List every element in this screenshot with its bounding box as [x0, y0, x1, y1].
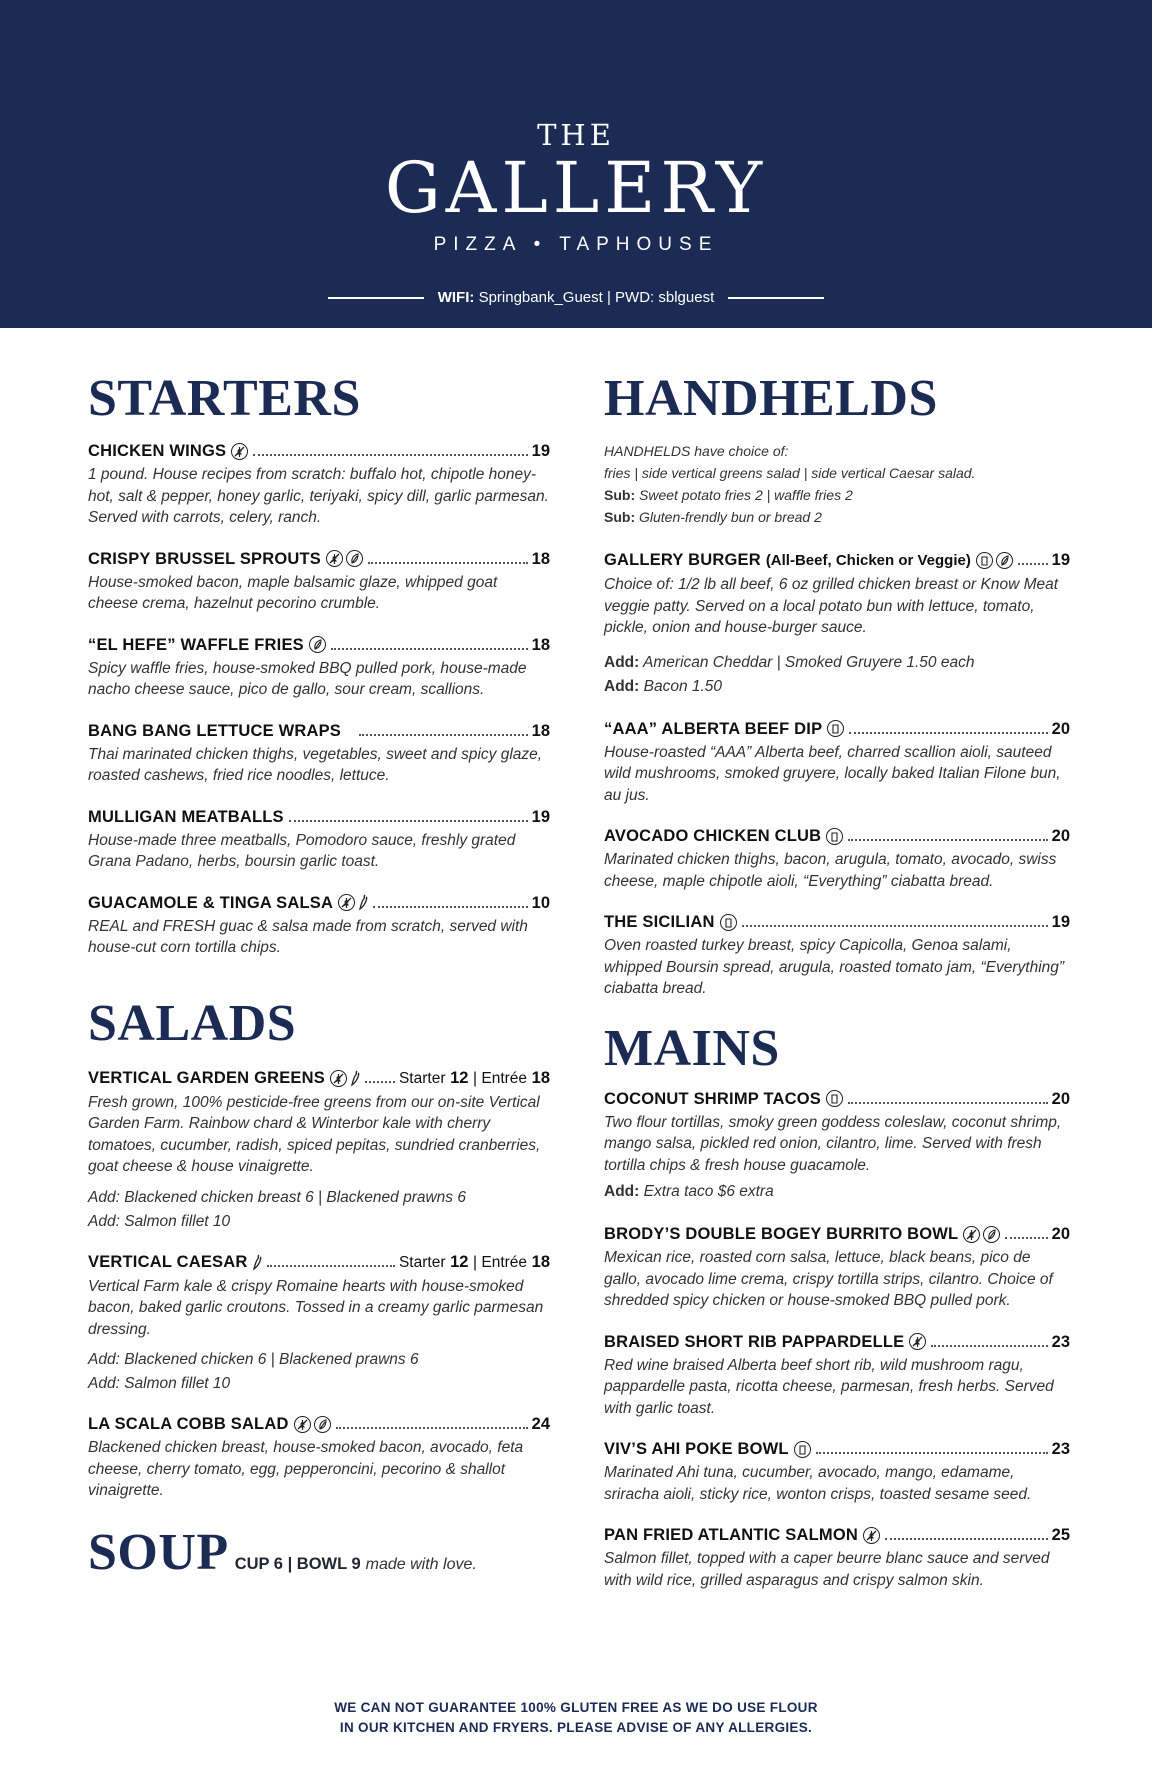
- item-subname: (All-Beef, Chicken or Veggie): [765, 552, 971, 569]
- vegetarian-icon: [309, 636, 326, 653]
- entree-price: 18: [531, 1068, 550, 1087]
- handhelds-title: HANDHELDS: [604, 370, 938, 427]
- menu-item: [604, 1088, 1070, 1205]
- item-name: “AAA” ALBERTA BEEF DIP: [604, 719, 823, 738]
- disclaimer-line-1: WE CAN NOT GUARANTEE 100% GLUTEN FREE AS WE DO USE FLOUR: [334, 1700, 818, 1715]
- soup-sizes: CUP 6 | BOWL 9: [234, 1554, 361, 1573]
- item-name: GUACAMOLE & TINGA SALSA: [88, 893, 334, 912]
- item-name: BANG BANG LETTUCE WRAPS: [88, 721, 342, 740]
- item-name: MULLIGAN MEATBALLS: [88, 807, 284, 826]
- item-description: Marinated Ahi tuna, cucumber, avocado, mango, edamame, sriracha aioli, sticky rice, wonton crisps, toasted sesame seed.: [604, 1464, 1032, 1503]
- handhelds-note: [604, 440, 1070, 528]
- dairy-free-icon: [976, 552, 993, 569]
- right-column: [604, 368, 1070, 1591]
- soup-title: SOUP: [88, 1523, 229, 1581]
- menu-header: [0, 0, 1152, 328]
- dairy-free-icon: [826, 1090, 843, 1107]
- item-name: LA SCALA COBB SALAD: [88, 1415, 289, 1433]
- item-price: 23: [1051, 1332, 1070, 1351]
- item-description: Thai marinated chicken thighs, vegetables, sweet and spicy glaze, roasted cashews, fried rice noodles, lettuce.: [88, 745, 543, 784]
- spicy-pepper-icon: [252, 1254, 262, 1271]
- item-price: 20: [1051, 719, 1070, 738]
- wifi-info: [0, 289, 1152, 306]
- addon-line: Add: Blackened chicken 6 | Blackened prawns 6: [88, 1351, 419, 1368]
- menu-item: [604, 1438, 1070, 1505]
- item-price: 18: [531, 635, 550, 654]
- spicy-pepper-icon: [350, 1070, 360, 1087]
- entree-label: | Entrée: [473, 1069, 528, 1087]
- dairy-free-icon: [794, 1441, 811, 1458]
- spicy-pepper-icon: [358, 894, 368, 911]
- vegetarian-icon: [996, 552, 1013, 569]
- item-description: Choice of: 1/2 lb all beef, 6 oz grilled chicken breast or Know Meat veggie patty. Served on a local potato bun with lettuce, tomato, pickle, onion and house-burger sauce.: [604, 576, 1059, 636]
- item-description: 1 pound. House recipes from scratch: buffalo hot, chipotle honey-hot, salt & pepper, honey garlic, teriyaki, spicy dill, garlic parmesan. Served with carrots, celery, ranch.: [88, 466, 549, 526]
- wifi-value: Springbank_Guest | PWD: sblguest: [478, 289, 715, 306]
- mains-title: MAINS: [604, 1019, 780, 1077]
- item-price: 19: [1051, 551, 1070, 569]
- item-name: CRISPY BRUSSEL SPROUTS: [88, 549, 322, 568]
- gluten-free-icon: [963, 1226, 980, 1243]
- item-name: GALLERY BURGER: [604, 551, 761, 569]
- item-addons: [88, 1348, 550, 1396]
- menu-item: [88, 1067, 550, 1234]
- item-price: 20: [1051, 1089, 1070, 1108]
- note-sub2: Sub: Gluten-frendly bun or bread 2: [604, 509, 822, 525]
- item-addons: [604, 1180, 1070, 1204]
- item-description: Mexican rice, roasted corn salsa, lettuce, black beans, pico de gallo, avocado lime crema, crispy tortilla strips, cilantro. Choice of shredded spicy chicken or house-smoked BBQ pulled pork.: [604, 1249, 1053, 1309]
- menu-item: [88, 1251, 550, 1397]
- menu-item: [604, 1331, 1070, 1420]
- note-sub1: Sub: Sweet potato fries 2 | waffle fries 2: [604, 487, 853, 503]
- menu-item: [88, 892, 550, 959]
- menu-item: [88, 548, 550, 615]
- starter-label: Starter: [398, 1253, 446, 1271]
- item-name: AVOCADO CHICKEN CLUB: [604, 827, 822, 845]
- soup-section: [88, 1522, 550, 1584]
- item-price: 18: [531, 721, 550, 740]
- starters-title: STARTERS: [88, 370, 361, 427]
- gluten-free-icon: [863, 1527, 880, 1544]
- item-price: 10: [531, 893, 550, 912]
- starter-price: 12: [450, 1252, 469, 1271]
- item-name: “EL HEFE” WAFFLE FRIES: [88, 635, 304, 654]
- addon-line: Add: American Cheddar | Smoked Gruyere 1.50 each: [604, 653, 975, 671]
- menu-item: [88, 806, 550, 873]
- menu-item: [604, 549, 1070, 699]
- note-sides: fries | side vertical greens salad | side vertical Caesar salad.: [604, 465, 976, 481]
- dairy-free-icon: [826, 828, 843, 845]
- gluten-free-icon: [294, 1416, 311, 1433]
- menu-item: [604, 718, 1070, 807]
- gluten-free-icon: [909, 1333, 926, 1350]
- wifi-label: WIFI:: [437, 289, 475, 306]
- item-price: 19: [1051, 913, 1070, 931]
- menu-item: [604, 911, 1070, 1000]
- starter-label: Starter: [398, 1069, 446, 1087]
- brand-subtitle: PIZZA • TAPHOUSE: [433, 234, 719, 255]
- gluten-free-icon: [338, 894, 355, 911]
- dairy-free-icon: [720, 914, 737, 931]
- allergy-disclaimer: [0, 1698, 1152, 1738]
- item-price: 25: [1051, 1526, 1070, 1544]
- item-description: Red wine braised Alberta beef short rib, wild mushroom ragu, pappardelle pasta, ricotta cheese, parmesan, fresh herbs. Served with garlic toast.: [604, 1356, 1054, 1417]
- item-price: 24: [531, 1415, 550, 1433]
- menu-item: [604, 825, 1070, 892]
- menu-item: [604, 1524, 1070, 1591]
- item-description: Two flour tortillas, smoky green goddess coleslaw, coconut shrimp, mango salsa, pickled red onion, cilantro, lime. Served with fresh tortilla chips & fresh house guacamole.: [604, 1113, 1062, 1174]
- menu-item: [88, 720, 550, 787]
- item-description: REAL and FRESH guac & salsa made from scratch, served with house-cut corn tortilla chips.: [88, 917, 528, 956]
- brand-the: THE: [537, 118, 615, 152]
- item-addons: [88, 1186, 550, 1234]
- item-price: 20: [1051, 827, 1070, 845]
- item-name: BRAISED SHORT RIB PAPPARDELLE: [604, 1332, 905, 1351]
- dairy-free-icon: [827, 720, 844, 737]
- starter-price: 12: [450, 1068, 469, 1087]
- left-column: [88, 368, 550, 1584]
- item-description: Marinated chicken thighs, bacon, arugula, tomato, avocado, swiss cheese, maple chipotle aioli, “Everything” ciabatta bread.: [604, 851, 1057, 890]
- brand-gallery: GALLERY: [384, 147, 768, 229]
- item-addons: [604, 651, 1070, 699]
- item-price: 23: [1051, 1440, 1070, 1458]
- item-description: Spicy waffle fries, house-smoked BBQ pulled pork, house-made nacho cheese sauce, pico de gallo, sour cream, scallions.: [88, 659, 527, 698]
- vegetarian-icon: [314, 1416, 331, 1433]
- item-price: 20: [1051, 1225, 1070, 1243]
- item-description: Fresh grown, 100% pesticide-free greens from our on-site Vertical Garden Farm. Rainbow chard & Winterbor kale with cherry tomatoes, cucumber, radish, spiced pepitas, sundried cranberries, goat cheese & house vinaigrette.: [88, 1093, 541, 1175]
- item-price: 18: [531, 549, 550, 568]
- item-description: House-roasted “AAA” Alberta beef, charred scallion aioli, sauteed wild mushrooms, smoked gruyere, locally baked Italian Filone bun, au jus.: [604, 743, 1061, 804]
- menu-item: [88, 634, 550, 701]
- item-name: COCONUT SHRIMP TACOS: [604, 1089, 821, 1108]
- salads-title: SALADS: [88, 994, 297, 1052]
- soup-tagline: made with love.: [365, 1555, 477, 1573]
- item-price: 19: [531, 442, 550, 460]
- item-description: House-smoked bacon, maple balsamic glaze, whipped goat cheese crema, hazelnut pecorino crumble.: [88, 573, 498, 612]
- item-description: House-made three meatballs, Pomodoro sauce, freshly grated Grana Padano, herbs, boursin garlic toast.: [88, 831, 516, 870]
- addon-line: Add: Bacon 1.50: [604, 677, 723, 695]
- item-description: Salmon fillet, topped with a caper beurre blanc sauce and served with wild rice, grilled asparagus and crispy salmon skin.: [604, 1550, 1050, 1589]
- item-price: 19: [531, 807, 550, 826]
- vegetarian-icon: [346, 550, 363, 567]
- item-description: Blackened chicken breast, house-smoked bacon, avocado, feta cheese, cherry tomato, egg, pepperoncini, pecorino & shallot vinaigrette.: [88, 1439, 524, 1499]
- vegetarian-icon: [983, 1226, 1000, 1243]
- item-name: VERTICAL CAESAR: [88, 1252, 248, 1271]
- addon-line: Add: Extra taco $6 extra: [604, 1183, 774, 1200]
- item-name: THE SICILIAN: [604, 913, 715, 931]
- addon-line: Add: Blackened chicken breast 6 | Blackened prawns 6: [88, 1188, 466, 1206]
- divider-right: [728, 297, 824, 299]
- menu-item: [88, 1413, 550, 1502]
- disclaimer-line-2: IN OUR KITCHEN AND FRYERS. PLEASE ADVISE OF ANY ALLERGIES.: [339, 1720, 813, 1735]
- gluten-free-icon: [231, 443, 248, 460]
- item-name: VERTICAL GARDEN GREENS: [88, 1068, 325, 1087]
- menu-item: [604, 1223, 1070, 1312]
- item-name: PAN FRIED ATLANTIC SALMON: [604, 1526, 859, 1544]
- entree-price: 18: [531, 1252, 550, 1271]
- addon-line: Add: Salmon fillet 10: [88, 1375, 231, 1392]
- item-name: CHICKEN WINGS: [88, 442, 227, 460]
- gluten-free-icon: [326, 550, 343, 567]
- note-title: HANDHELDS have choice of:: [604, 443, 789, 459]
- menu-item: [88, 440, 550, 529]
- item-description: Vertical Farm kale & crispy Romaine hearts with house-smoked bacon, baked garlic croutons. Tossed in a creamy garlic parmesan dressing.: [88, 1277, 544, 1338]
- gluten-free-icon: [330, 1070, 347, 1087]
- item-name: BRODY’S DOUBLE BOGEY BURRITO BOWL: [604, 1225, 959, 1243]
- entree-label: | Entrée: [473, 1253, 528, 1271]
- item-description: Oven roasted turkey breast, spicy Capicolla, Genoa salami, whipped Boursin spread, arugula, roasted tomato jam, “Everything” ciabatta bread.: [604, 937, 1065, 997]
- item-name: VIV’S AHI POKE BOWL: [604, 1440, 789, 1458]
- addon-line: Add: Salmon fillet 10: [88, 1212, 231, 1230]
- divider-left: [328, 297, 424, 299]
